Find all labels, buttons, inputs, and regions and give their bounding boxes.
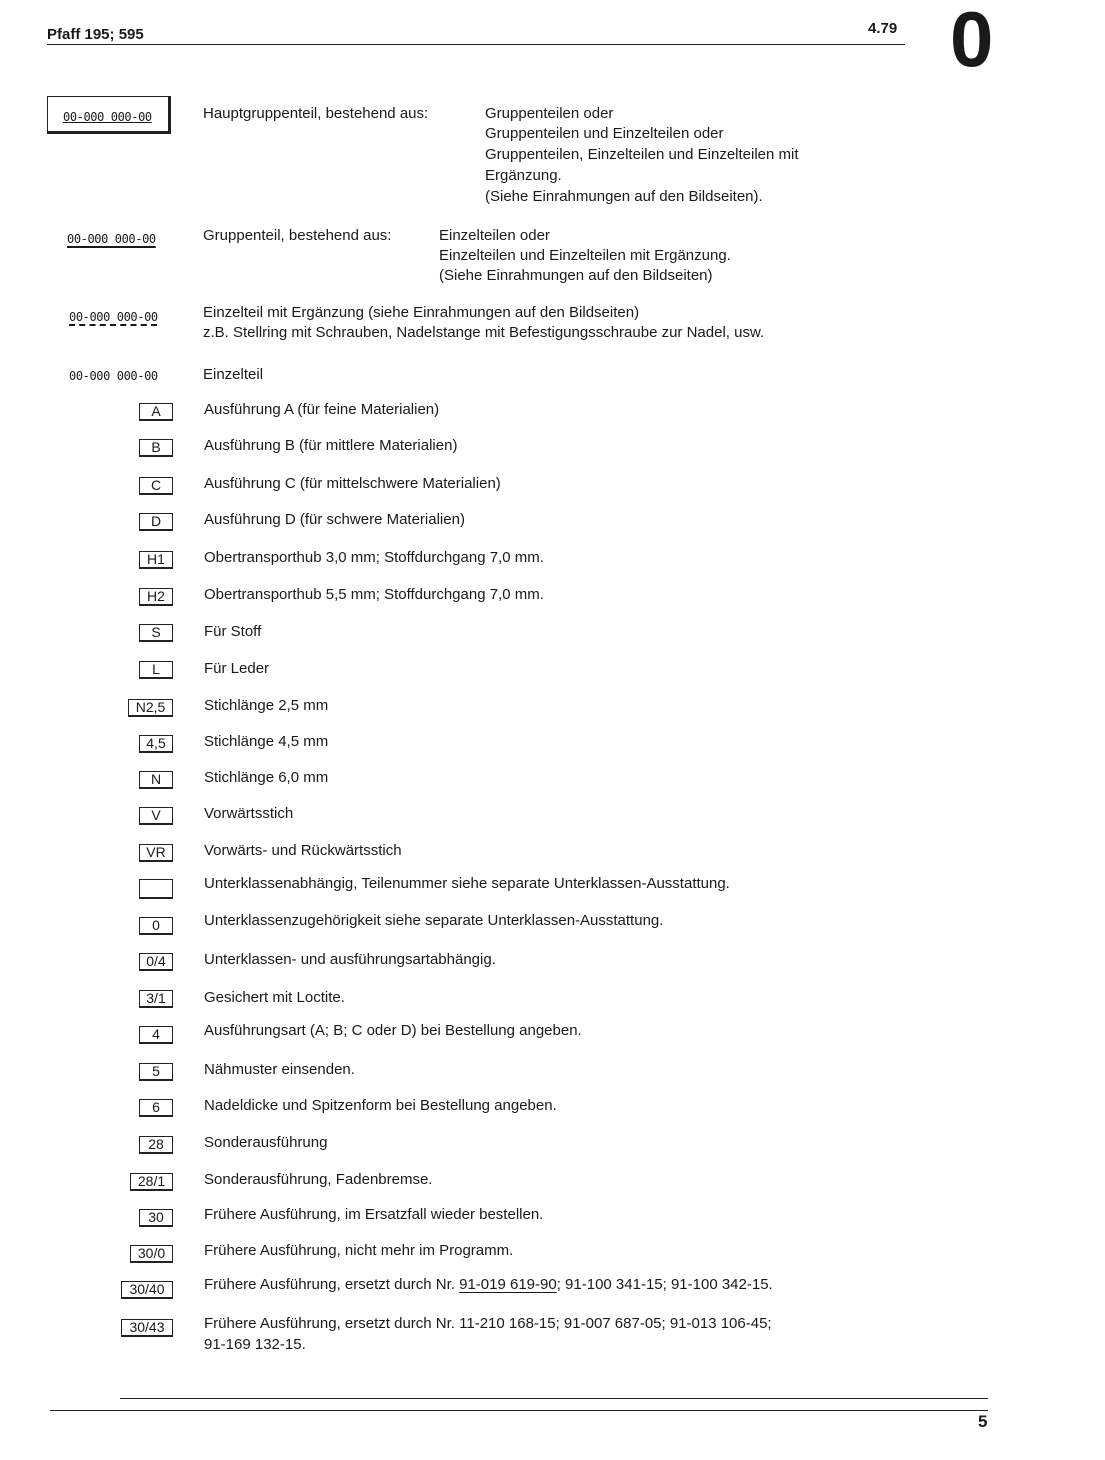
legend-badge: A xyxy=(139,403,173,421)
document-date: 4.79 xyxy=(868,20,898,37)
legend-badge: N xyxy=(139,771,173,789)
legend-text: Stichlänge 6,0 mm xyxy=(204,769,329,786)
legend-text: Ausführung C (für mittelschwere Materialien) xyxy=(204,475,501,492)
legend-badge: 5 xyxy=(139,1063,173,1081)
legend-badge: D xyxy=(139,513,173,531)
legend-badge: 30/43 xyxy=(121,1319,173,1337)
legend-text: Nähmuster einsenden. xyxy=(204,1061,355,1078)
main-group-code: 00-000 000-00 xyxy=(63,110,152,124)
main-group-line: (Siehe Einrahmungen auf den Bildseiten). xyxy=(485,188,763,205)
legend-text: Obertransporthub 3,0 mm; Stoffdurchgang 7,0 mm. xyxy=(204,549,544,566)
legend-badge: 30 xyxy=(139,1209,173,1227)
legend-badge: 30/40 xyxy=(121,1281,173,1299)
legend-badge: 0 xyxy=(139,917,173,935)
group-line: Einzelteilen und Einzelteilen mit Ergänzung. xyxy=(439,247,731,264)
legend-text: Frühere Ausführung, ersetzt durch Nr. 11-210 168-15; 91-007 687-05; 91-013 106-45; xyxy=(204,1315,772,1332)
legend-empty-badge xyxy=(139,879,173,899)
main-group-line: Gruppenteilen, Einzelteilen und Einzelteilen mit xyxy=(485,146,799,163)
legend-text: Frühere Ausführung, im Ersatzfall wieder bestellen. xyxy=(204,1206,544,1223)
legend-text: Ausführung B (für mittlere Materialien) xyxy=(204,437,458,454)
legend-badge: H2 xyxy=(139,588,173,606)
legend-text: Gesichert mit Loctite. xyxy=(204,989,345,1006)
document-title: Pfaff 195; 595 xyxy=(47,26,144,43)
legend-badge: 28 xyxy=(139,1136,173,1154)
legend-text: Unterklassen- und ausführungsartabhängig. xyxy=(204,951,496,968)
legend-text: Stichlänge 2,5 mm xyxy=(204,697,329,714)
legend-badge: VR xyxy=(139,844,173,862)
legend-text: Sonderausführung, Fadenbremse. xyxy=(204,1171,433,1188)
main-group-line: Ergänzung. xyxy=(485,167,562,184)
legend-text: Sonderausführung xyxy=(204,1134,328,1151)
legend-badge: 30/0 xyxy=(130,1245,173,1263)
single-code: 00-000 000-00 xyxy=(69,369,158,383)
main-group-line: Gruppenteilen oder xyxy=(485,105,614,122)
section-letter: 0 xyxy=(950,0,994,83)
legend-badge: V xyxy=(139,807,173,825)
legend-badge: 4 xyxy=(139,1026,173,1044)
legend-text-suffix: ; 91-100 341-15; 91-100 342-15. xyxy=(556,1276,773,1293)
group-line: Einzelteilen oder xyxy=(439,227,550,244)
part-number-link: 91-019 619-90 xyxy=(459,1276,557,1293)
legend-text: Für Leder xyxy=(204,660,270,677)
legend-text: Stichlänge 4,5 mm xyxy=(204,733,329,750)
legend-text-prefix: Frühere Ausführung, ersetzt durch Nr. xyxy=(204,1276,460,1293)
legend-text: Unterklassenabhängig, Teilenummer siehe separate Unterklassen-Ausstattung. xyxy=(204,875,730,892)
legend-text: Vorwärtsstich xyxy=(204,805,294,822)
group-label: Gruppenteil, bestehend aus: xyxy=(203,227,392,244)
single-with-addition-line1: Einzelteil mit Ergänzung (siehe Einrahmungen auf den Bildseiten) xyxy=(203,304,640,321)
legend-text: Obertransporthub 5,5 mm; Stoffdurchgang 7,0 mm. xyxy=(204,586,544,603)
group-line: (Siehe Einrahmungen auf den Bildseiten) xyxy=(439,267,713,284)
legend-badge: L xyxy=(139,661,173,679)
legend-badge: 28/1 xyxy=(130,1173,173,1191)
legend-text-line2: 91-169 132-15. xyxy=(204,1336,306,1353)
legend-badge: B xyxy=(139,439,173,457)
main-group-label: Hauptgruppenteil, bestehend aus: xyxy=(203,105,429,122)
footer-divider xyxy=(120,1398,988,1399)
legend-badge: 6 xyxy=(139,1099,173,1117)
legend-text: Für Stoff xyxy=(204,623,262,640)
legend-text: Nadeldicke und Spitzenform bei Bestellung angeben. xyxy=(204,1097,557,1114)
legend-badge: H1 xyxy=(139,551,173,569)
legend-badge: S xyxy=(139,624,173,642)
single-with-addition-line2: z.B. Stellring mit Schrauben, Nadelstange mit Befestigungsschraube zur Nadel, usw. xyxy=(203,324,765,341)
group-code: 00-000 000-00 xyxy=(67,232,156,246)
legend-badge: N2,5 xyxy=(128,699,173,717)
footer-divider xyxy=(50,1410,988,1411)
legend-badge: 4,5 xyxy=(139,735,173,753)
single-with-addition-code: 00-000 000-00 xyxy=(69,310,158,324)
main-group-line: Gruppenteilen und Einzelteilen oder xyxy=(485,125,724,142)
legend-badge: C xyxy=(139,477,173,495)
legend-text: Frühere Ausführung, nicht mehr im Programm. xyxy=(204,1242,514,1259)
legend-text xyxy=(204,1275,773,1295)
header-divider xyxy=(47,44,905,45)
legend-text: Vorwärts- und Rückwärtsstich xyxy=(204,842,402,859)
legend-text: Unterklassenzugehörigkeit siehe separate Unterklassen-Ausstattung. xyxy=(204,912,664,929)
single-label: Einzelteil xyxy=(203,366,264,383)
legend-text: Ausführungsart (A; B; C oder D) bei Bestellung angeben. xyxy=(204,1022,582,1039)
page-number: 5 xyxy=(978,1412,988,1431)
legend-text: Ausführung A (für feine Materialien) xyxy=(204,401,440,418)
legend-badge: 3/1 xyxy=(139,990,173,1008)
legend-badge: 0/4 xyxy=(139,953,173,971)
legend-text: Ausführung D (für schwere Materialien) xyxy=(204,511,465,528)
